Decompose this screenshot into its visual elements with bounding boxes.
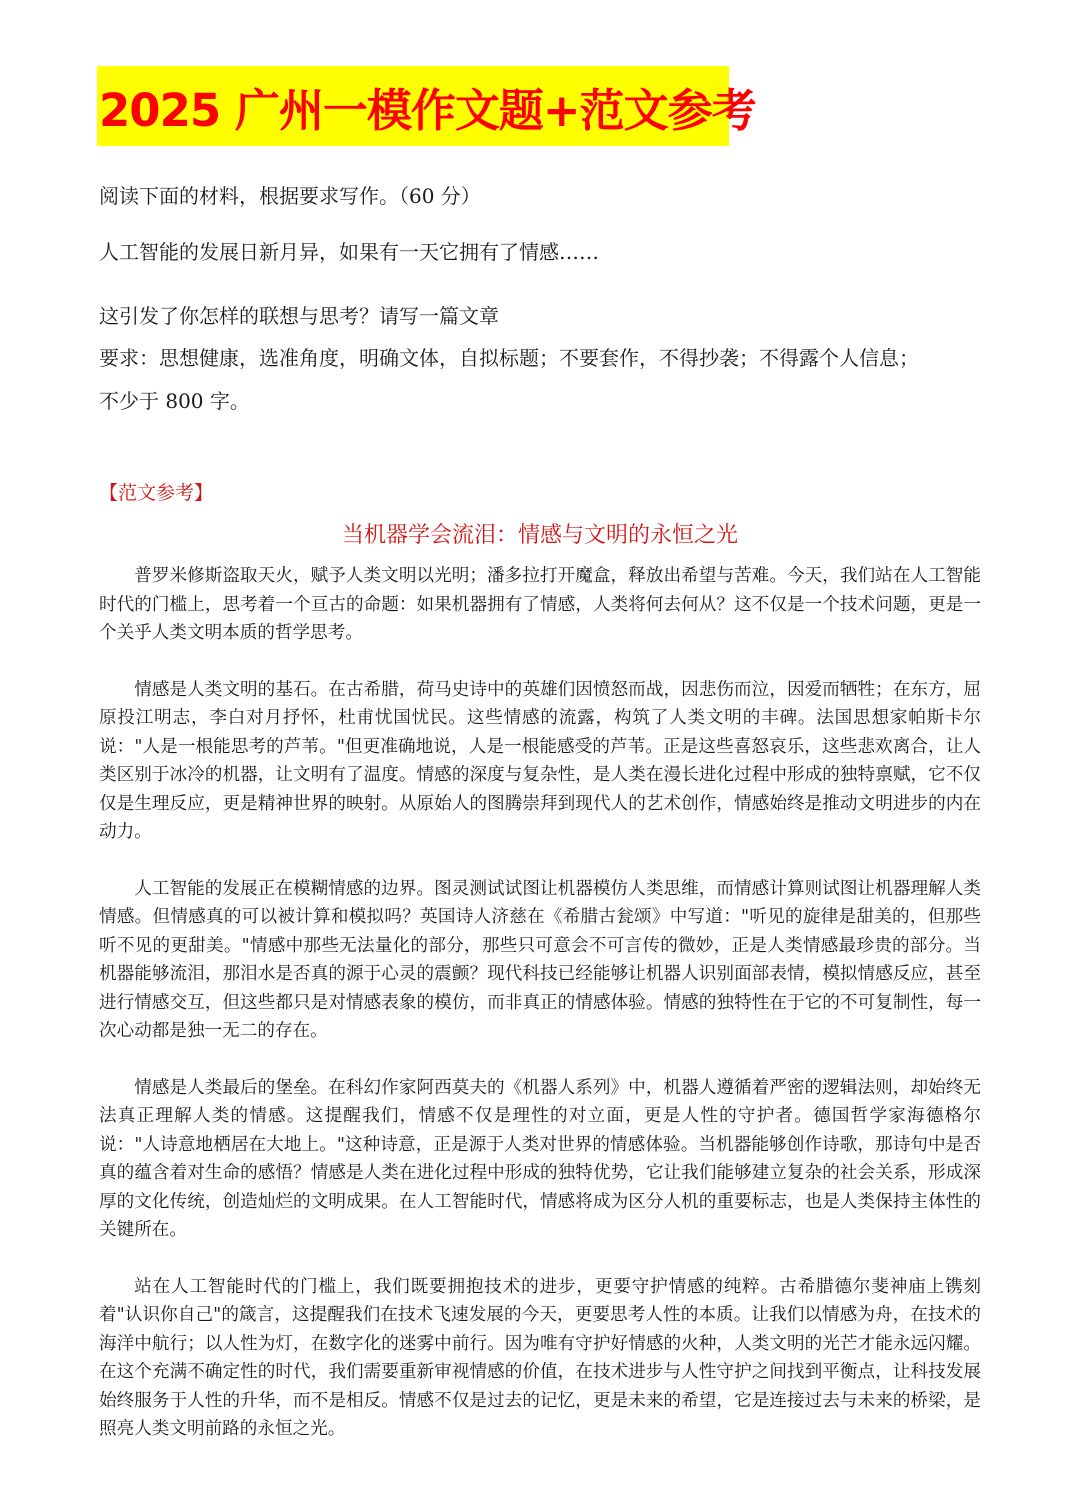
writing-instruction: 阅读下面的材料，根据要求写作。（60 分） <box>99 184 481 208</box>
essay-paragraph: 普罗米修斯盗取天火，赋予人类文明以光明；潘多拉打开魔盒，释放出希望与苦难。今天，我们站在人工智能时代的门槛上，思考着一个亘古的命题：如果机器拥有了情感，人类将何去何从？这不仅是一个技术问题，更是一个关乎人类文明本质的哲学思考。 <box>99 566 981 643</box>
writing-requirements-line2: 不少于 800 字。 <box>99 389 250 413</box>
reference-label: 【范文参考】 <box>99 482 214 504</box>
essay-body <box>99 562 981 1472</box>
essay-paragraph: 情感是人类最后的堡垒。在科幻作家阿西莫夫的《机器人系列》中，机器人遵循着严密的逻辑法则，却始终无法真正理解人类的情感。这提醒我们，情感不仅是理性的对立面，更是人性的守护者。德国哲学家海德格尔说："人诗意地栖居在大地上。"这种诗意，正是源于人类对世界的情感体验。当机器能够创作诗歌，那诗句中是否真的蕴含着对生命的感悟？情感是人类在进化过程中形成的独特优势，它让我们能够建立复杂的社会关系，形成深厚的文化传统，创造灿烂的文明成果。在人工智能时代，情感将成为区分人机的重要标志，也是人类保持主体性的关键所在。 <box>99 1077 981 1240</box>
writing-material: 人工智能的发展日新月异，如果有一天它拥有了情感…… <box>99 240 599 264</box>
writing-question: 这引发了你怎样的联想与思考？请写一篇文章 <box>99 304 499 328</box>
essay-paragraph: 站在人工智能时代的门槛上，我们既要拥抱技术的进步，更要守护情感的纯粹。古希腊德尔斐神庙上镌刻着"认识你自己"的箴言，这提醒我们在技术飞速发展的今天，更要思考人性的本质。让我们以情感为舟，在技术的海洋中航行；以人性为灯，在数字化的迷雾中前行。因为唯有守护好情感的火种，人类文明的光芒才能永远闪耀。在这个充满不确定性的时代，我们需要重新审视情感的价值，在技术进步与人性守护之间找到平衡点，让科技发展始终服务于人性的升华，而不是相反。情感不仅是过去的记忆，更是未来的希望，它是连接过去与未来的桥梁，是照亮人类文明前路的永恒之光。 <box>99 1276 981 1439</box>
title-banner <box>97 66 756 146</box>
essay-paragraph: 情感是人类文明的基石。在古希腊，荷马史诗中的英雄们因愤怒而战，因悲伤而泣，因爱而牺牲；在东方，屈原投江明志，李白对月抒怀，杜甫忧国忧民。这些情感的流露，构筑了人类文明的丰碑。法国思想家帕斯卡尔说："人是一根能思考的芦苇。"但更准确地说，人是一根能感受的芦苇。正是这些喜怒哀乐，这些悲欢离合，让人类区别于冰冷的机器，让文明有了温度。情感的深度与复杂性，是人类在漫长进化过程中形成的独特禀赋，它不仅仅是生理反应，更是精神世界的映射。从原始人的图腾崇拜到现代人的艺术创作，情感始终是推动文明进步的内在动力。 <box>99 679 981 842</box>
essay-title: 当机器学会流泪：情感与文明的永恒之光 <box>341 523 738 548</box>
page-title: 2025 广州一模作文题+范文参考 <box>99 83 756 137</box>
essay-paragraph: 人工智能的发展正在模糊情感的边界。图灵测试试图让机器模仿人类思维，而情感计算则试图让机器理解人类情感。但情感真的可以被计算和模拟吗？英国诗人济慈在《希腊古瓮颂》中写道："听见的旋律是甜美的，但那些听不见的更甜美。"情感中那些无法量化的部分，那些只可意会不可言传的微妙，正是人类情感最珍贵的部分。当机器能够流泪，那泪水是否真的源于心灵的震颤？现代科技已经能够让机器人识别面部表情，模拟情感反应，甚至进行情感交互，但这些都只是对情感表象的模仿，而非真正的情感体验。情感的独特性在于它的不可复制性，每一次心动都是独一无二的存在。 <box>99 878 981 1041</box>
writing-requirements-line1: 要求：思想健康，选准角度，明确文体，自拟标题；不要套作，不得抄袭；不得露个人信息； <box>99 346 919 370</box>
